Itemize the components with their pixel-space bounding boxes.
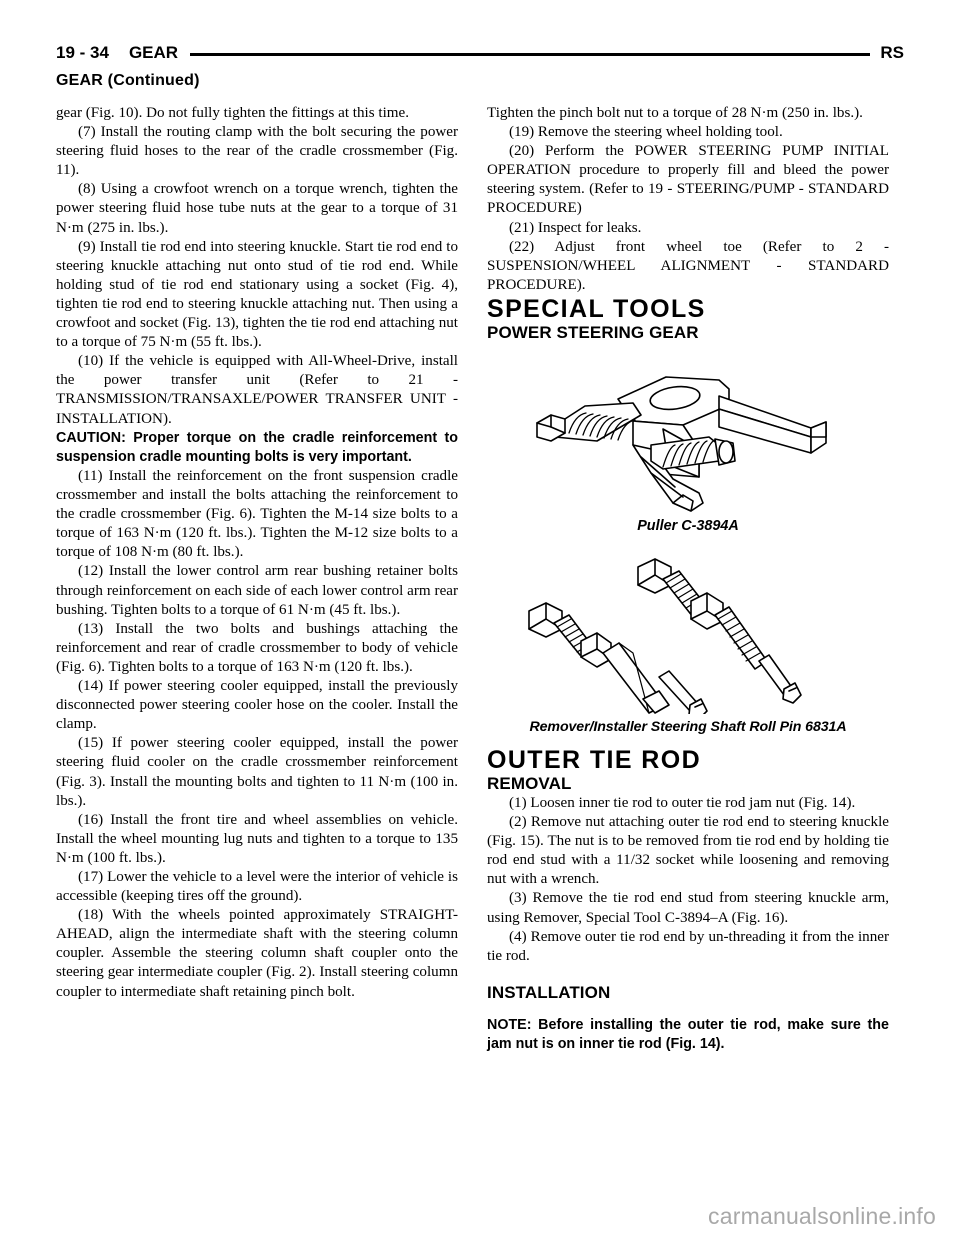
paragraph-step-11: (11) Install the reinforcement on the front suspension cradle crossmember and install the bolts attaching the reinforcement to the cradle crossmember (Fig. 6). Tighten the M-14 size bolts to a torque of 163 N·m (120 ft. lbs.). Tighten the M-12 size bolts to a torque of 108 N·m (80 ft. lbs.). — [56, 468, 458, 561]
paragraph-step-17: (17) Lower the vehicle to a level were the interior of vehicle is accessible (keeping tires off the ground). — [56, 868, 458, 905]
header-book-code: RS — [880, 43, 904, 62]
paragraph-gear-fig10: gear (Fig. 10). Do not fully tighten the fittings at this time. — [56, 105, 409, 121]
paragraph-removal-4: (4) Remove outer tie rod end by un-threading it from the inner tie rod. — [487, 928, 889, 964]
caution-block: CAUTION: Proper torque on the cradle reinforcement to suspension cradle mounting bolts is very important. — [56, 429, 458, 465]
remover-installer-illustration — [493, 549, 883, 714]
paragraph-step-8: (8) Using a crowfoot wrench on a torque wrench, tighten the power steering fluid hose tube nuts at the gear to a torque of 31 N·m (275 in. lbs.). — [56, 181, 458, 236]
site-watermark: carmanualsonline.info — [708, 1203, 936, 1229]
paragraph-removal-1: (1) Loosen inner tie rod to outer tie rod jam nut (Fig. 14). — [509, 794, 856, 811]
paragraph-step-12: (12) Install the lower control arm rear bushing retainer bolts through reinforcement on each side of each lower control arm rear bushing. Tighten bolts to a torque of 61 N·m (45 ft. lbs.). — [56, 563, 458, 618]
paragraph-pinch-bolt: Tighten the pinch bolt nut to a torque of 28 N·m (250 in. lbs.). — [487, 105, 863, 121]
heading-special-tools: SPECIAL TOOLS — [487, 294, 706, 323]
puller-illustration — [523, 353, 853, 513]
continued-heading: GEAR (Continued) — [56, 72, 200, 89]
page-header — [56, 40, 904, 66]
paragraph-step-16: (16) Install the front tire and wheel assemblies on vehicle. Install the wheel mounting lug nuts and tighten to a torque to 135 N·m (100 ft. lbs.). — [56, 811, 458, 866]
paragraph-step-20: (20) Perform the POWER STEERING PUMP INITIAL OPERATION procedure to properly fill and bleed the power steering system. (Refer to 19 - STEERING/PUMP - STANDARD PROCEDURE) — [487, 143, 889, 217]
paragraph-removal-2: (2) Remove nut attaching outer tie rod end to steering knuckle (Fig. 15). The nut is to be removed from tie rod end by holding tie rod end stud with a 11/32 socket while loosening and removing nut with a wrench. — [487, 814, 889, 888]
heading-outer-tie-rod: OUTER TIE ROD — [487, 745, 702, 774]
heading-removal: REMOVAL — [487, 773, 572, 793]
heading-power-steering-gear: POWER STEERING GEAR — [487, 322, 699, 342]
paragraph-step-14: (14) If power steering cooler equipped, install the previously disconnected power steering cooler hose on the cooler. Install the clamp. — [56, 678, 458, 733]
left-column — [56, 104, 458, 1002]
heading-installation: INSTALLATION — [487, 982, 611, 1002]
page-folio: 19 - 34 — [56, 43, 109, 62]
header-section-title: GEAR — [128, 43, 179, 62]
paragraph-step-15: (15) If power steering cooler equipped, install the power steering fluid cooler on the cradle crossmember reinforcement (Fig. 3). Install the mounting bolts and tighten to 11 N·m (100 in. lbs.). — [56, 735, 458, 809]
figure-remover-installer — [487, 549, 889, 736]
paragraph-step-22: (22) Adjust front wheel toe (Refer to 2 - SUSPENSION/WHEEL ALIGNMENT - STANDARD PROCEDURE). — [487, 238, 889, 293]
paragraph-step-9: (9) Install tie rod end into steering knuckle. Start tie rod end to steering knuckle attaching nut onto stud of tie rod end. While holding stud of tie rod end stationary using a socket (Fig. 4), tighten tie rod end to steering knuckle attaching nut. Then using a crowfoot and socket (Fig. 13), tighten the tie rod end attaching nut to a torque of 75 N·m (55 ft. lbs.). — [56, 238, 458, 351]
paragraph-step-13: (13) Install the two bolts and bushings attaching the reinforcement and rear of cradle crossmember to body of vehicle (Fig. 6). Tighten bolts to a torque of 163 N·m (120 ft. lbs.). — [56, 620, 458, 675]
paragraph-step-19: (19) Remove the steering wheel holding tool. — [509, 124, 783, 141]
right-column — [487, 104, 889, 1054]
figure-puller-caption: Puller C-3894A — [637, 517, 739, 534]
paragraph-step-7: (7) Install the routing clamp with the bolt securing the power steering fluid hoses to the rear of the cradle crossmember (Fig. 11). — [56, 124, 458, 179]
figure-puller — [487, 353, 889, 535]
note-block: NOTE: Before installing the outer tie rod, make sure the jam nut is on inner tie rod (Fig. 14). — [487, 1016, 889, 1052]
figure-remover-installer-caption: Remover/Installer Steering Shaft Roll Pin 6831A — [529, 718, 847, 735]
paragraph-step-21: (21) Inspect for leaks. — [509, 219, 642, 236]
header-rule — [190, 53, 870, 56]
paragraph-removal-3: (3) Remove the tie rod end stud from steering knuckle arm, using Remover, Special Tool C-3894–A (Fig. 16). — [487, 890, 889, 926]
paragraph-step-10: (10) If the vehicle is equipped with All-Wheel-Drive, install the power transfer unit (Refer to 21 - TRANSMISSION/TRANSAXLE/POWER TRANSFER UNIT - INSTALLATION). — [56, 353, 458, 427]
paragraph-step-18: (18) With the wheels pointed approximately STRAIGHT-AHEAD, align the intermediate shaft with the steering column coupler. Assemble the steering column shaft coupler onto the steering gear intermediate coupler (Fig. 2). Install steering column coupler to intermediate shaft retaining pinch bolt. — [56, 907, 458, 1000]
